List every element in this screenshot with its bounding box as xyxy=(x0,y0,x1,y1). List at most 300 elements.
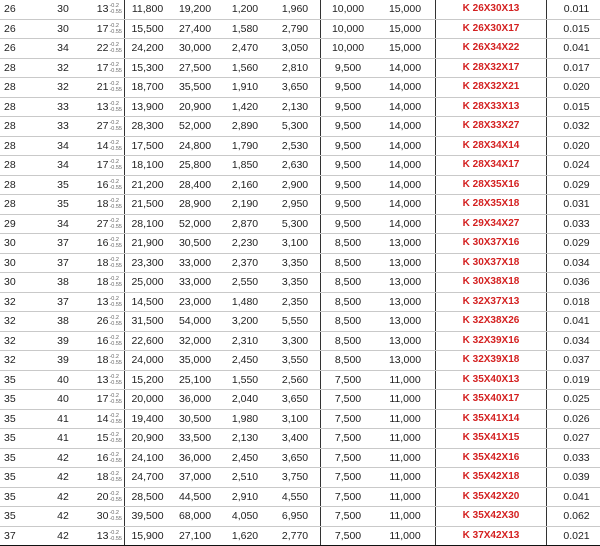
width-with-tolerance xyxy=(82,312,125,332)
tolerance-lower: -0.55 xyxy=(109,29,122,35)
tolerance-lower: -0.55 xyxy=(109,48,122,54)
static-load-rating-kgf: 2,770 xyxy=(270,526,321,546)
weight-kg: 0.015 xyxy=(547,19,600,39)
speed-limit-grease: 8,500 xyxy=(321,292,376,312)
speed-limit-grease: 9,500 xyxy=(321,175,376,195)
bearing-designation: K 26X30X17 xyxy=(436,19,547,39)
outer-diameter: 37 xyxy=(44,253,82,273)
outer-diameter: 30 xyxy=(44,0,82,19)
bore-diameter: 28 xyxy=(0,175,44,195)
width-with-tolerance xyxy=(82,331,125,351)
speed-limit-grease: 8,500 xyxy=(321,253,376,273)
outer-diameter: 34 xyxy=(44,136,82,156)
bearing-designation: K 28X35X18 xyxy=(436,195,547,215)
speed-limit-oil: 11,000 xyxy=(375,409,436,429)
bore-diameter: 35 xyxy=(0,468,44,488)
weight-kg: 0.062 xyxy=(547,507,600,527)
dynamic-load-rating-n: 25,000 xyxy=(125,273,171,293)
width-tolerance xyxy=(109,101,122,113)
dynamic-load-rating-kgf: 2,450 xyxy=(220,351,270,371)
width-with-tolerance xyxy=(82,351,125,371)
static-load-rating-kgf: 3,300 xyxy=(270,331,321,351)
tolerance-upper: -0.2 xyxy=(109,81,122,87)
static-load-rating-kgf: 5,300 xyxy=(270,117,321,137)
dynamic-load-rating-kgf: 4,050 xyxy=(220,507,270,527)
tolerance-lower: -0.55 xyxy=(109,263,122,269)
static-load-rating-n: 52,000 xyxy=(170,214,220,234)
outer-diameter: 35 xyxy=(44,175,82,195)
width-tolerance xyxy=(109,452,122,464)
weight-kg: 0.034 xyxy=(547,331,600,351)
bore-diameter: 28 xyxy=(0,58,44,78)
tolerance-lower: -0.55 xyxy=(109,516,122,522)
speed-limit-oil: 11,000 xyxy=(375,507,436,527)
weight-kg: 0.026 xyxy=(547,409,600,429)
outer-diameter: 33 xyxy=(44,117,82,137)
width-value: 21 xyxy=(97,82,109,92)
dynamic-load-rating-kgf: 2,230 xyxy=(220,234,270,254)
outer-diameter: 42 xyxy=(44,507,82,527)
bore-diameter: 28 xyxy=(0,117,44,137)
static-load-rating-n: 36,000 xyxy=(170,448,220,468)
speed-limit-grease: 8,500 xyxy=(321,331,376,351)
width-tolerance xyxy=(109,179,122,191)
dynamic-load-rating-n: 15,300 xyxy=(125,58,171,78)
weight-kg: 0.017 xyxy=(547,58,600,78)
dynamic-load-rating-kgf: 2,910 xyxy=(220,487,270,507)
bearing-designation: K 30X38X18 xyxy=(436,273,547,293)
bore-diameter: 29 xyxy=(0,214,44,234)
speed-limit-grease: 7,500 xyxy=(321,390,376,410)
outer-diameter: 42 xyxy=(44,448,82,468)
speed-limit-oil: 13,000 xyxy=(375,351,436,371)
speed-limit-grease: 8,500 xyxy=(321,312,376,332)
static-load-rating-n: 33,500 xyxy=(170,429,220,449)
dynamic-load-rating-n: 24,000 xyxy=(125,351,171,371)
width-tolerance xyxy=(109,335,122,347)
weight-kg: 0.019 xyxy=(547,370,600,390)
weight-kg: 0.037 xyxy=(547,351,600,371)
static-load-rating-kgf: 2,530 xyxy=(270,136,321,156)
width-with-tolerance xyxy=(82,429,125,449)
width-tolerance xyxy=(109,159,122,171)
width-with-tolerance xyxy=(82,507,125,527)
static-load-rating-kgf: 3,550 xyxy=(270,351,321,371)
width-value: 13 xyxy=(97,531,109,541)
width-tolerance xyxy=(109,276,122,288)
tolerance-upper: -0.2 xyxy=(109,393,122,399)
tolerance-lower: -0.55 xyxy=(109,438,122,444)
dynamic-load-rating-kgf: 2,890 xyxy=(220,117,270,137)
speed-limit-grease: 7,500 xyxy=(321,409,376,429)
bore-diameter: 28 xyxy=(0,78,44,98)
tolerance-upper: -0.2 xyxy=(109,257,122,263)
bearing-designation: K 32X39X16 xyxy=(436,331,547,351)
outer-diameter: 34 xyxy=(44,214,82,234)
bore-diameter: 28 xyxy=(0,136,44,156)
bearing-designation: K 26X30X13 xyxy=(436,0,547,19)
width-value: 15 xyxy=(97,433,109,443)
bore-diameter: 35 xyxy=(0,487,44,507)
width-tolerance xyxy=(109,3,122,15)
width-value: 27 xyxy=(97,219,109,229)
speed-limit-oil: 14,000 xyxy=(375,117,436,137)
width-value: 20 xyxy=(97,492,109,502)
outer-diameter: 33 xyxy=(44,97,82,117)
dynamic-load-rating-kgf: 1,620 xyxy=(220,526,270,546)
outer-diameter: 39 xyxy=(44,331,82,351)
tolerance-lower: -0.55 xyxy=(109,419,122,425)
outer-diameter: 41 xyxy=(44,409,82,429)
bore-diameter: 32 xyxy=(0,351,44,371)
static-load-rating-n: 32,000 xyxy=(170,331,220,351)
tolerance-upper: -0.2 xyxy=(109,432,122,438)
bearing-designation: K 28X34X14 xyxy=(436,136,547,156)
width-with-tolerance xyxy=(82,409,125,429)
table-row xyxy=(0,487,600,507)
dynamic-load-rating-n: 23,300 xyxy=(125,253,171,273)
dynamic-load-rating-kgf: 2,370 xyxy=(220,253,270,273)
bearing-designation: K 30X37X18 xyxy=(436,253,547,273)
bore-diameter: 37 xyxy=(0,526,44,546)
width-value: 18 xyxy=(97,258,109,268)
static-load-rating-n: 28,900 xyxy=(170,195,220,215)
width-with-tolerance xyxy=(82,58,125,78)
static-load-rating-kgf: 4,550 xyxy=(270,487,321,507)
speed-limit-oil: 15,000 xyxy=(375,19,436,39)
dynamic-load-rating-kgf: 1,420 xyxy=(220,97,270,117)
table-row xyxy=(0,97,600,117)
width-with-tolerance xyxy=(82,136,125,156)
static-load-rating-kgf: 3,350 xyxy=(270,273,321,293)
dynamic-load-rating-n: 28,300 xyxy=(125,117,171,137)
bearing-designation: K 35X42X18 xyxy=(436,468,547,488)
table-row xyxy=(0,58,600,78)
bore-diameter: 30 xyxy=(0,273,44,293)
table-row xyxy=(0,0,600,19)
width-value: 18 xyxy=(97,355,109,365)
tolerance-lower: -0.55 xyxy=(109,224,122,230)
weight-kg: 0.021 xyxy=(547,526,600,546)
speed-limit-grease: 7,500 xyxy=(321,468,376,488)
dynamic-load-rating-n: 21,900 xyxy=(125,234,171,254)
bearing-designation: K 35X40X13 xyxy=(436,370,547,390)
width-tolerance xyxy=(109,296,122,308)
dynamic-load-rating-kgf: 1,910 xyxy=(220,78,270,98)
tolerance-upper: -0.2 xyxy=(109,296,122,302)
tolerance-lower: -0.55 xyxy=(109,9,122,15)
tolerance-upper: -0.2 xyxy=(109,120,122,126)
bore-diameter: 26 xyxy=(0,19,44,39)
speed-limit-grease: 9,500 xyxy=(321,195,376,215)
bore-diameter: 35 xyxy=(0,409,44,429)
weight-kg: 0.024 xyxy=(547,156,600,176)
dynamic-load-rating-kgf: 2,310 xyxy=(220,331,270,351)
table-row xyxy=(0,195,600,215)
width-value: 14 xyxy=(97,141,109,151)
width-value: 18 xyxy=(97,277,109,287)
width-tolerance xyxy=(109,530,122,542)
speed-limit-oil: 11,000 xyxy=(375,390,436,410)
static-load-rating-n: 24,800 xyxy=(170,136,220,156)
tolerance-upper: -0.2 xyxy=(109,276,122,282)
dynamic-load-rating-kgf: 2,040 xyxy=(220,390,270,410)
tolerance-upper: -0.2 xyxy=(109,471,122,477)
weight-kg: 0.033 xyxy=(547,214,600,234)
dynamic-load-rating-n: 24,200 xyxy=(125,39,171,59)
dynamic-load-rating-kgf: 2,470 xyxy=(220,39,270,59)
width-with-tolerance xyxy=(82,175,125,195)
tolerance-lower: -0.55 xyxy=(109,399,122,405)
width-with-tolerance xyxy=(82,487,125,507)
static-load-rating-kgf: 2,790 xyxy=(270,19,321,39)
dynamic-load-rating-n: 20,900 xyxy=(125,429,171,449)
speed-limit-grease: 8,500 xyxy=(321,273,376,293)
width-tolerance xyxy=(109,471,122,483)
tolerance-lower: -0.55 xyxy=(109,68,122,74)
static-load-rating-n: 30,000 xyxy=(170,39,220,59)
static-load-rating-kgf: 3,100 xyxy=(270,234,321,254)
static-load-rating-n: 30,500 xyxy=(170,234,220,254)
width-tolerance xyxy=(109,23,122,35)
tolerance-lower: -0.55 xyxy=(109,107,122,113)
tolerance-lower: -0.55 xyxy=(109,204,122,210)
dynamic-load-rating-n: 17,500 xyxy=(125,136,171,156)
width-tolerance xyxy=(109,491,122,503)
dynamic-load-rating-n: 13,900 xyxy=(125,97,171,117)
bearing-designation: K 28X34X17 xyxy=(436,156,547,176)
bore-diameter: 35 xyxy=(0,370,44,390)
tolerance-upper: -0.2 xyxy=(109,42,122,48)
width-value: 13 xyxy=(97,102,109,112)
width-with-tolerance xyxy=(82,370,125,390)
dynamic-load-rating-n: 39,500 xyxy=(125,507,171,527)
bore-diameter: 30 xyxy=(0,253,44,273)
weight-kg: 0.032 xyxy=(547,117,600,137)
tolerance-lower: -0.55 xyxy=(109,302,122,308)
bearing-designation: K 26X34X22 xyxy=(436,39,547,59)
bearing-designation: K 28X35X16 xyxy=(436,175,547,195)
dynamic-load-rating-n: 19,400 xyxy=(125,409,171,429)
weight-kg: 0.041 xyxy=(547,39,600,59)
speed-limit-oil: 14,000 xyxy=(375,195,436,215)
static-load-rating-kgf: 6,950 xyxy=(270,507,321,527)
width-tolerance xyxy=(109,140,122,152)
tolerance-upper: -0.2 xyxy=(109,23,122,29)
dynamic-load-rating-kgf: 1,790 xyxy=(220,136,270,156)
speed-limit-oil: 11,000 xyxy=(375,429,436,449)
width-with-tolerance xyxy=(82,0,125,19)
bore-diameter: 35 xyxy=(0,390,44,410)
width-tolerance xyxy=(109,62,122,74)
width-value: 16 xyxy=(97,453,109,463)
static-load-rating-kgf: 3,400 xyxy=(270,429,321,449)
static-load-rating-n: 35,000 xyxy=(170,351,220,371)
speed-limit-grease: 9,500 xyxy=(321,97,376,117)
outer-diameter: 40 xyxy=(44,370,82,390)
tolerance-lower: -0.55 xyxy=(109,360,122,366)
static-load-rating-kgf: 2,900 xyxy=(270,175,321,195)
dynamic-load-rating-kgf: 2,450 xyxy=(220,448,270,468)
table-row xyxy=(0,39,600,59)
static-load-rating-kgf: 3,350 xyxy=(270,253,321,273)
speed-limit-grease: 9,500 xyxy=(321,214,376,234)
bore-diameter: 30 xyxy=(0,234,44,254)
width-with-tolerance xyxy=(82,195,125,215)
dynamic-load-rating-kgf: 1,480 xyxy=(220,292,270,312)
width-tolerance xyxy=(109,81,122,93)
width-value: 17 xyxy=(97,63,109,73)
width-tolerance xyxy=(109,432,122,444)
table-row xyxy=(0,175,600,195)
bearing-designation: K 35X40X17 xyxy=(436,390,547,410)
outer-diameter: 41 xyxy=(44,429,82,449)
width-value: 16 xyxy=(97,336,109,346)
static-load-rating-kgf: 3,650 xyxy=(270,390,321,410)
weight-kg: 0.033 xyxy=(547,448,600,468)
static-load-rating-kgf: 2,130 xyxy=(270,97,321,117)
outer-diameter: 42 xyxy=(44,487,82,507)
speed-limit-oil: 11,000 xyxy=(375,370,436,390)
tolerance-lower: -0.55 xyxy=(109,497,122,503)
table-row xyxy=(0,156,600,176)
bore-diameter: 26 xyxy=(0,39,44,59)
tolerance-lower: -0.55 xyxy=(109,165,122,171)
width-tolerance xyxy=(109,237,122,249)
speed-limit-oil: 13,000 xyxy=(375,273,436,293)
weight-kg: 0.034 xyxy=(547,253,600,273)
weight-kg: 0.025 xyxy=(547,390,600,410)
speed-limit-grease: 9,500 xyxy=(321,78,376,98)
speed-limit-grease: 8,500 xyxy=(321,351,376,371)
bore-diameter: 32 xyxy=(0,292,44,312)
tolerance-upper: -0.2 xyxy=(109,491,122,497)
static-load-rating-n: 27,100 xyxy=(170,526,220,546)
static-load-rating-kgf: 3,650 xyxy=(270,448,321,468)
width-value: 16 xyxy=(97,238,109,248)
bearing-designation: K 30X37X16 xyxy=(436,234,547,254)
width-with-tolerance xyxy=(82,526,125,546)
bearing-designation: K 28X32X17 xyxy=(436,58,547,78)
speed-limit-oil: 11,000 xyxy=(375,468,436,488)
dynamic-load-rating-n: 21,200 xyxy=(125,175,171,195)
table-row xyxy=(0,136,600,156)
dynamic-load-rating-kgf: 3,200 xyxy=(220,312,270,332)
width-with-tolerance xyxy=(82,273,125,293)
dynamic-load-rating-kgf: 2,130 xyxy=(220,429,270,449)
bearing-designation: K 29X34X27 xyxy=(436,214,547,234)
speed-limit-grease: 9,500 xyxy=(321,136,376,156)
width-with-tolerance xyxy=(82,214,125,234)
width-with-tolerance xyxy=(82,292,125,312)
weight-kg: 0.029 xyxy=(547,175,600,195)
tolerance-upper: -0.2 xyxy=(109,335,122,341)
bore-diameter: 35 xyxy=(0,507,44,527)
dynamic-load-rating-kgf: 2,160 xyxy=(220,175,270,195)
static-load-rating-n: 28,400 xyxy=(170,175,220,195)
static-load-rating-n: 35,500 xyxy=(170,78,220,98)
speed-limit-grease: 10,000 xyxy=(321,19,376,39)
outer-diameter: 32 xyxy=(44,58,82,78)
bearing-designation: K 35X42X20 xyxy=(436,487,547,507)
width-with-tolerance xyxy=(82,78,125,98)
width-with-tolerance xyxy=(82,97,125,117)
dynamic-load-rating-kgf: 2,510 xyxy=(220,468,270,488)
tolerance-lower: -0.55 xyxy=(109,243,122,249)
width-value: 27 xyxy=(97,121,109,131)
static-load-rating-n: 33,000 xyxy=(170,273,220,293)
table-row xyxy=(0,526,600,546)
dynamic-load-rating-kgf: 1,200 xyxy=(220,0,270,19)
table-row xyxy=(0,117,600,137)
speed-limit-oil: 13,000 xyxy=(375,312,436,332)
outer-diameter: 42 xyxy=(44,526,82,546)
width-value: 30 xyxy=(97,511,109,521)
tolerance-lower: -0.55 xyxy=(109,321,122,327)
speed-limit-grease: 7,500 xyxy=(321,429,376,449)
speed-limit-grease: 8,500 xyxy=(321,234,376,254)
dynamic-load-rating-kgf: 1,550 xyxy=(220,370,270,390)
width-value: 17 xyxy=(97,24,109,34)
speed-limit-oil: 13,000 xyxy=(375,331,436,351)
static-load-rating-n: 20,900 xyxy=(170,97,220,117)
static-load-rating-n: 44,500 xyxy=(170,487,220,507)
width-value: 26 xyxy=(97,316,109,326)
static-load-rating-kgf: 1,960 xyxy=(270,0,321,19)
width-tolerance xyxy=(109,315,122,327)
dynamic-load-rating-kgf: 1,980 xyxy=(220,409,270,429)
width-tolerance xyxy=(109,354,122,366)
width-value: 17 xyxy=(97,394,109,404)
static-load-rating-kgf: 2,560 xyxy=(270,370,321,390)
weight-kg: 0.015 xyxy=(547,97,600,117)
weight-kg: 0.011 xyxy=(547,0,600,19)
static-load-rating-n: 33,000 xyxy=(170,253,220,273)
width-tolerance xyxy=(109,218,122,230)
width-value: 13 xyxy=(97,4,109,14)
dynamic-load-rating-n: 18,100 xyxy=(125,156,171,176)
table-row xyxy=(0,273,600,293)
speed-limit-oil: 15,000 xyxy=(375,39,436,59)
width-tolerance xyxy=(109,120,122,132)
bearing-designation: K 32X38X26 xyxy=(436,312,547,332)
static-load-rating-kgf: 5,300 xyxy=(270,214,321,234)
speed-limit-oil: 15,000 xyxy=(375,0,436,19)
tolerance-upper: -0.2 xyxy=(109,159,122,165)
dynamic-load-rating-n: 15,900 xyxy=(125,526,171,546)
table-row xyxy=(0,507,600,527)
dynamic-load-rating-n: 14,500 xyxy=(125,292,171,312)
table-row xyxy=(0,19,600,39)
speed-limit-grease: 7,500 xyxy=(321,526,376,546)
tolerance-upper: -0.2 xyxy=(109,140,122,146)
static-load-rating-kgf: 2,350 xyxy=(270,292,321,312)
table-row xyxy=(0,214,600,234)
speed-limit-grease: 9,500 xyxy=(321,58,376,78)
dynamic-load-rating-n: 20,000 xyxy=(125,390,171,410)
width-value: 17 xyxy=(97,160,109,170)
width-tolerance xyxy=(109,198,122,210)
width-value: 18 xyxy=(97,199,109,209)
table-row xyxy=(0,78,600,98)
static-load-rating-n: 25,100 xyxy=(170,370,220,390)
width-with-tolerance xyxy=(82,448,125,468)
dynamic-load-rating-n: 31,500 xyxy=(125,312,171,332)
tolerance-upper: -0.2 xyxy=(109,315,122,321)
speed-limit-grease: 10,000 xyxy=(321,0,376,19)
tolerance-upper: -0.2 xyxy=(109,413,122,419)
weight-kg: 0.029 xyxy=(547,234,600,254)
